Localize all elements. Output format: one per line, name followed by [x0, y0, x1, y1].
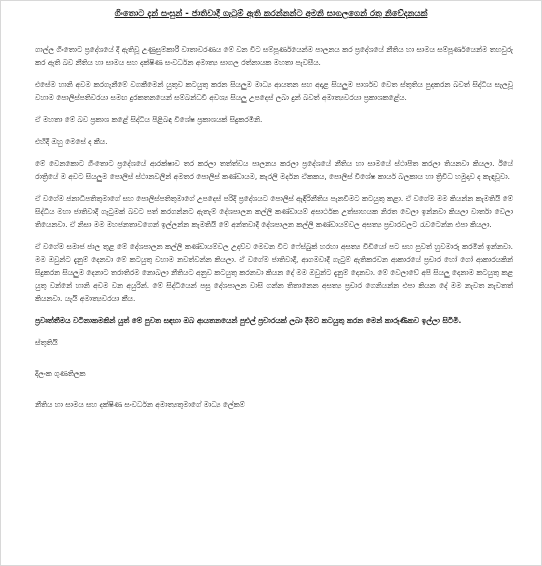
paragraph-thanks: එසේම හානි අවම කරගැනීමේ වගකීමෙන් යුතුව කටයුතු කරන සියලුම මාධ්‍ය ආයතන සහ අදාළ සියලුම පාර්ශව වෙත ස්තුතිය පුදකරන බවත් සිද්ධිය සැලවූ වහාම පොලිස්පතිවරයා සමඟ දුරකතනයෙන් සම්බන්ධවී අවශ්‍ය සියලු උපදෙස් ලබා දුන් බවත් අමාත්‍යවරයා ප්‍රකාශකළේය.	[35, 80, 513, 102]
paragraph-curfew: ඒ වගේම ජනාධිපතිතුමාගේ සහ පොලිස්පතිතුමාගේ උපදෙස් පරිදි ප්‍රදේශයට පොලිස් ඇඳිරිනීතිය පැනවීමට කටයුතු කළා. ඒ වගේම මම කියන්න කැමතියි මේ සිද්ධිය මහා ජාතිවාදී ගැටුමක් බවට පත් කරගන්නට ඇතැම් දේශපාලන කල්ලි කණ්ඩායම් අසාර්ථක උත්සාහයක නිරත වෙලා ඉන්නවා කියලා වාර්තා වෙලා තියෙනවා. ඒ නිසා මම මහජනතාවගෙන් ඉල්ලන්න කැමතියි මේ අන්තවාදී දේශපාලන කල්ලි කණ්ඩායම්වල අසත්‍ය ප්‍රචාරවලට රැවටෙන්න එපා කියලා.	[35, 194, 513, 229]
paragraph-social-media: ඒ වගේම සමාජ ජාල තුළ මේ දේශපාලන කල්ලි කණ්ඩායම්වල උදව්ව මෙවන විට ෆේස්බුක් හරහා අසත්‍ය විඩියෝ පට සහ පුවත් හුවමාරු කරමින් ඉන්නවා. මම ඔවුන්ට දැනුම් දෙනවා මේ කටයුතු වහාම නවත්වන්න කියලා. ඒ වගේම ජාතිවාදී, ආගමවාදී ගැටුම් ඇතිකරවන ආකාරයේ ප්‍රචාර හෝ ගෝ ආකාරයකින් සිදුකරන සියලුම දෙනාට තරාතිරම නොබලා නීතියට අනුව කටයුතු කරනවා කියන දේ මම ඔවුන්ට දැනුම් දෙනවා. මේ වෙලාවේ අපි සියලු දෙනාම කටයුතු කළ යුතු වන්නේ හානි අවම වන අයුරින්. මේ සිද්ධියෙන් පසු දේශපාලන වාසි ගන්න තිතානෙන අසත්‍ය ප්‍රචාර ගෙනියන්න එපා කියන දේ මම නැවත නැවතත් කියනවා. යැයි අමාත්‍යවරයා කීය.	[35, 242, 513, 303]
paragraph-request: ප්‍රවෘත්තීමය වටිනාකමකින් යුත් මේ පුවත සඳහා ඔබ ආයතනයෙන් පුළුල් ප්‍රචාරයක් ලබා දීමට කටයුතු කරන මෙන් කාරුණිකව ඉල්ලා සිටිමි.	[35, 316, 462, 325]
signatory-name: දිලංක ගුණතිලක	[35, 369, 86, 378]
paragraph-statement-note: ඒ මහතා මේ බව ප්‍රකාශ කළේ සිද්ධිය පිළිබඳ විශේෂ ප්‍රකාශයක් සිදුකරමිනි.	[35, 115, 263, 124]
document-title: ගිංතොට දැන් සංසුන් - ජාතිවාදී ගැටුම් ඇති කරන්නන්ට අමනි සාගලගෙන් රතු නිවේදනයක්	[114, 9, 428, 19]
document-body	[35, 43, 513, 411]
paragraph-intro: ගාල්ල ගිංතොට ප්‍රදේශයේ දී ඇතිවූ උණුසුම්කාරී වාතාවරණය මේ වන විට සම්පූර්ණයෙන්ම පාලනය කර ප්‍රදේශයේ නීතිය හා සාමය සම්පූර්ණයෙන්ම තහවුරු කර ඇති බව නීතිය හා සාමය සහ දක්ෂිණ සංවර්ධන අමාත්‍ය සාගල රත්නායක මහතා පැවසීය.	[35, 45, 513, 67]
signatory-office: නීතිය හා සාමය සහ දක්ෂිණ සංවර්ධන අමාත්‍යතුමාගේ මාධ්‍ය ලේකම්	[35, 400, 245, 409]
paragraph-security: මේ වෙනකොට ගිංතොට ප්‍රදේශයේ ආරක්ෂාව තර කරලා තත්ත්වය පාලනය කරලා ප්‍රදේශයේ නීතිය හා සාමයේ ස්ථාපිත කරලා තියනවා කියලා. ඊයේ රාත්‍රියේ ම අවට සියලුම පොලිස් ස්ථානවලින් අමතර පොලිස් කණ්ඩායම, කැරලි මර්දන ඒකකය, පොලිස් විශේෂ කාර්ය බලකාය හා ත්‍රිවිධ හමුදාව ද කැඳවූවා.	[35, 159, 513, 181]
closing-thanks: ස්තුතියි	[35, 338, 58, 347]
paragraph-he-said: එහිදී ඔහු මෙසේ ද කීය.	[35, 137, 108, 146]
